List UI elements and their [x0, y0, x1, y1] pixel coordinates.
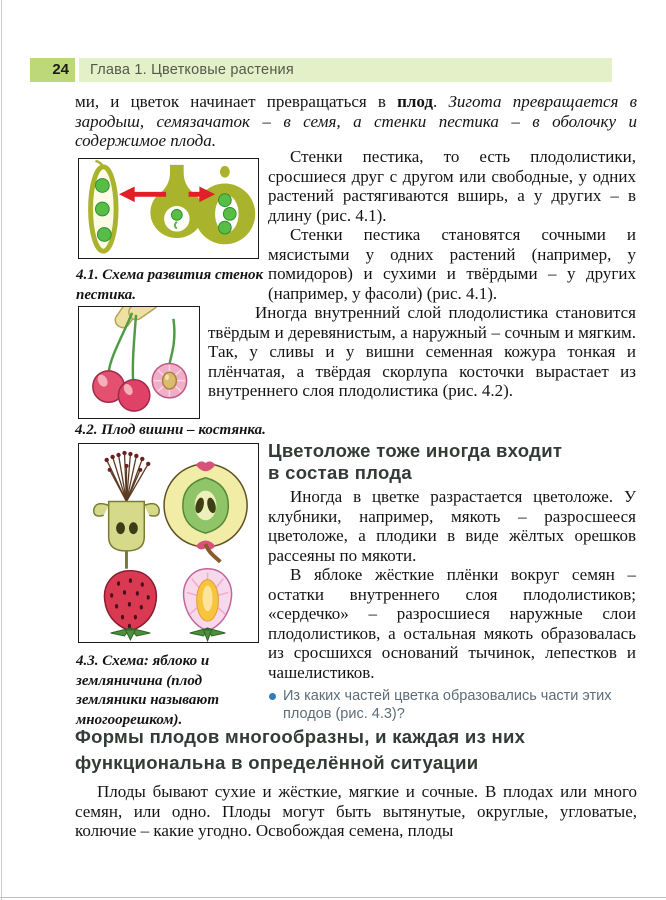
paragraph-receptacle-strawberry: Иногда в цветке разрастается цветоложе. У клубники, например, мякоть – разросшееся цветоложе, а плодики в виде жёлтых орешков рассеяны по мякоти. [268, 487, 636, 565]
figure-4-3 [78, 443, 259, 643]
figure-4-2-caption: 4.2. Плод вишни – костянка. [75, 422, 266, 438]
pistil-development-illustration [79, 159, 258, 258]
question-block [268, 687, 640, 723]
apple-strawberry-illustration [79, 444, 258, 642]
strawberry-section [184, 569, 232, 641]
page-edge-left [1, 0, 2, 900]
chapter-header: Глава 1. Цветковые растения [79, 58, 612, 82]
intro-separator: . [433, 92, 449, 111]
figure-4-1-caption: 4.1. Схема развития стенок пестика. [76, 267, 264, 303]
apple-section [164, 461, 247, 561]
strawberry-whole [104, 571, 156, 640]
figure-4-1 [78, 158, 259, 259]
paragraph-inner-layer: Иногда внутренний слой плодолистика становится твёрдым и деревянистым, а наружный – сочным и мягким. Так, у сливы и у вишни семенная кожура тонкая и плёнчатая, а твёрдая скорлупа косточки вырастает из внутреннего слоя плодолистика (рис. 4.2). [208, 303, 636, 400]
page-edge-bottom [0, 897, 666, 898]
question-text: Из каких частей цветка образовались части этих плодов (рис. 4.3)? [283, 688, 612, 722]
figure-4-2 [78, 306, 200, 419]
paragraph-pistil-walls: Стенки пестика, то есть плодолистики, сросшиеся друг с другом или свободные, у одних растений растягиваются вширь, а у других – в длину (рис. 4.1). [268, 147, 636, 225]
page-number: 24 [30, 58, 75, 82]
intro-lead: ми, и цветок начинает превращаться в [75, 92, 398, 111]
section-heading-fruit-forms: Формы плодов многообразны, и каждая из них функциональна в определённой ситуации [75, 726, 526, 773]
intro-paragraph [75, 92, 637, 151]
paragraph-apple-structure: В яблоке жёсткие плёнки вокруг семян – остатки внутреннего слоя плодолистиков; «сердечко» – разросшиеся наружные слои плодолистиков, а остальная мякоть образовалась из сросшихся оснований тычинок, лепестков и чашелистиков. [268, 565, 636, 682]
intro-italic-text: Зигота превращается в зародыш, семязачаток – в семя, а стенки пестика – в оболочку и содержимое плода. [75, 92, 638, 150]
paragraph-fruit-forms: Плоды бывают сухие и жёсткие, мягкие и сочные. В плодах или много семян, или одно. Плоды могут быть вытянутые, округлые, угловатые, колючие – какие угодно. Освобождая семена, плоды [75, 782, 637, 840]
intro-bold-term: плод [397, 92, 434, 111]
cherry-drupe-illustration [79, 307, 199, 418]
flower-section [94, 451, 159, 569]
paragraph-juicy-dry: Стенки пестика становятся сочными и мясистыми у одних растений (например, у помидоров) и сухими и твёрдыми – у других (например, у фасоли) (рис. 4.1). [268, 225, 636, 303]
section-heading-receptacle: Цветоложе тоже иногда входит в состав плода [268, 440, 563, 483]
bullet-dot-icon [269, 693, 276, 700]
figure-4-3-caption: 4.3. Схема: яблоко и земляничина (плод земляники называют многоорешком). [76, 653, 220, 728]
